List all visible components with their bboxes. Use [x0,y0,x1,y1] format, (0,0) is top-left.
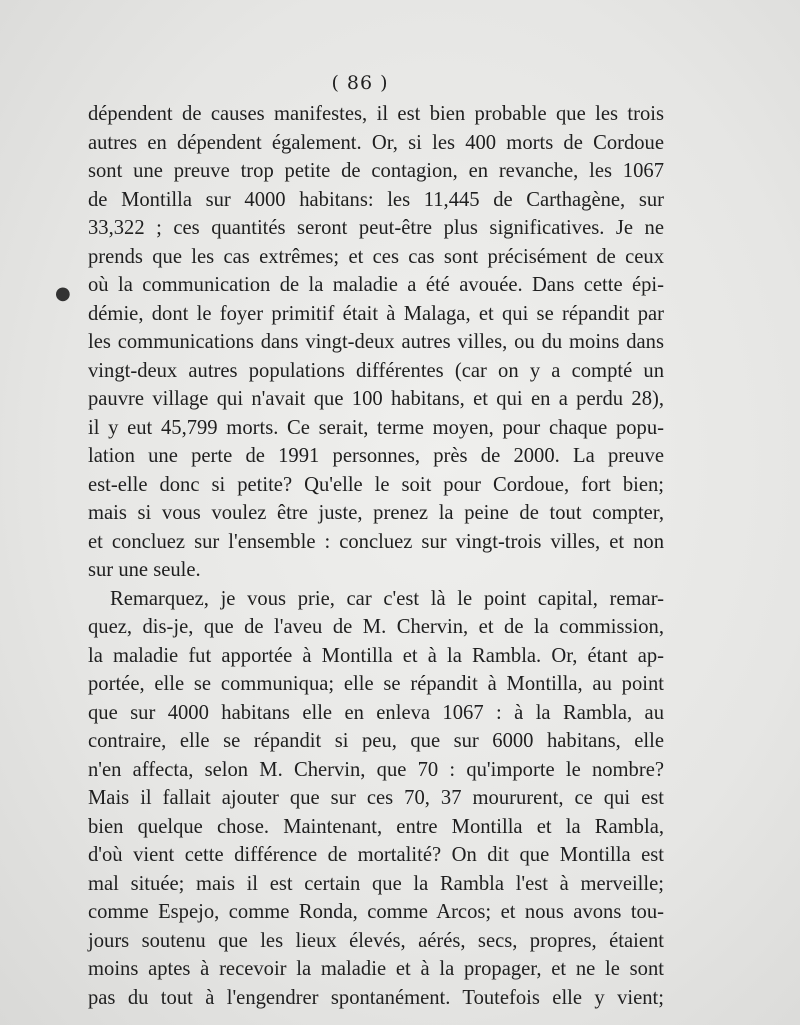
text-line: est-elle donc si petite? Qu'elle le soit pour Cordoue, fort bien; [88,473,664,496]
page-number: ( 86 ) [331,72,389,94]
text-line: moins aptes à recevoir la maladie et à la propager, et ne le sont [88,958,664,980]
text-line: contraire, elle se répandit si peu, que sur 6000 habitans, elle [88,730,664,752]
text-line: dépendent de causes manifestes, il est bien probable que les trois [88,103,664,125]
text-line: comme Espejo, comme Ronda, comme Arcos; et nous avons tou- [88,901,664,923]
text-line: pas du tout à l'engendrer spontanément. Toutefois elle y vient; [88,986,664,1009]
text-line: mais si vous voulez être juste, prenez la peine de tout compter, [88,502,664,524]
text-line: il y eut 45,799 morts. Ce serait, terme moyen, pour chaque popu- [88,416,664,439]
text-line: prends que les cas extrêmes; et ces cas sont précisément de ceux [88,245,664,268]
text-line: n'en affecta, selon M. Chervin, que 70 : qu'importe le nombre? [88,758,664,781]
text-line: bien quelque chose. Maintenant, entre Montilla et la Rambla, [88,815,664,838]
text-line: que sur 4000 habitans elle en enleva 1067 : à la Rambla, au [88,701,664,724]
text-line: sont une preuve trop petite de contagion, en revanche, les 1067 [88,160,664,182]
text-line: portée, elle se communiqua; elle se répandit à Montilla, au point [88,673,664,695]
text-line: et concluez sur l'ensemble : concluez sur vingt-trois villes, et non [88,530,664,553]
body-text [88,100,664,1012]
text-line: vingt-deux autres populations différentes (car on y a compté un [88,359,664,382]
text-line: la maladie fut apportée à Montilla et à la Rambla. Or, étant ap- [88,644,664,667]
text-line: démie, dont le foyer primitif était à Malaga, et qui se répandit par [88,302,664,325]
text-line: mal située; mais il est certain que la Rambla l'est à merveille; [88,872,664,895]
text-line: pauvre village qui n'avait que 100 habitans, et qui en a perdu 28), [88,388,664,410]
text-line: 33,322 ; ces quantités seront peut-être plus significatives. Je ne [88,217,664,239]
text-line: de Montilla sur 4000 habitans: les 11,445 de Carthagène, sur [88,188,664,211]
text-line: autres en dépendent également. Or, si les 400 morts de Cordoue [88,131,664,154]
text-line: lation une perte de 1991 personnes, près de 2000. La preuve [88,445,664,467]
text-line: jours soutenu que les lieux élevés, aérés, secs, propres, étaient [88,929,664,952]
text-line: Mais il fallait ajouter que sur ces 70, 37 moururent, ce qui est [88,787,664,809]
ink-spot-mark: ● [55,283,71,304]
text-line: sur une seule. [88,559,201,581]
text-line: d'où vient cette différence de mortalité? On dit que Montilla est [88,844,664,866]
text-line: quez, dis-je, que de l'aveu de M. Chervin, et de la commission, [88,616,664,638]
paragraph-start-line: Remarquez, je vous prie, car c'est là le point capital, remar- [110,587,664,610]
text-line: les communications dans vingt-deux autres villes, ou du moins dans [88,331,664,353]
text-line: où la communication de la maladie a été avouée. Dans cette épi- [88,274,664,296]
